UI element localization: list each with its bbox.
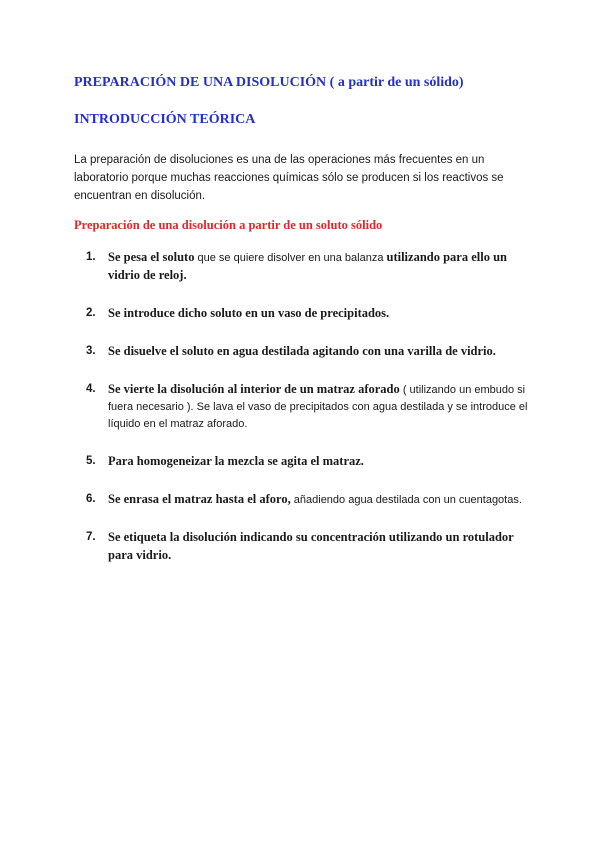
list-item <box>86 343 536 361</box>
step-text <box>108 343 536 361</box>
list-item <box>86 529 536 565</box>
document-title: PREPARACIÓN DE UNA DISOLUCIÓN ( a partir de un sólido) <box>74 75 464 90</box>
step-text-regular: ( utilizando un embudo si fuera necesario ). Se lava el vaso de precipitados con agua destilada y se introduce el líquido en el matraz aforado. <box>108 384 528 430</box>
list-item <box>86 249 536 285</box>
step-text <box>108 249 536 285</box>
step-text-bold: Se etiqueta la disolución indicando su concentración utilizando un rotulador para vidrio. <box>108 530 514 562</box>
step-text-bold: Se enrasa el matraz hasta el aforo, <box>108 492 291 506</box>
step-text-bold: utilizando para ello un vidrio de reloj. <box>108 250 508 282</box>
step-text <box>108 491 536 509</box>
step-text-bold: Se disuelve el soluto en agua destilada agitando con una varilla de vidrio. <box>108 344 496 358</box>
step-number: 2. <box>86 307 96 319</box>
procedure-subheading: Preparación de una disolución a partir de un soluto sólido <box>74 218 383 232</box>
step-text-bold: Se vierte la disolución al interior de un matraz aforado <box>108 382 400 396</box>
step-number: 4. <box>86 383 96 395</box>
step-number: 1. <box>86 251 96 263</box>
step-text-bold: Se introduce dicho soluto en un vaso de precipitados. <box>108 306 390 320</box>
intro-paragraph: La preparación de disoluciones es una de las operaciones más frecuentes en un laboratorio porque muchas reacciones químicas sólo se producen si los reactivos se encuentran en disolución. <box>74 154 504 202</box>
step-number: 7. <box>86 531 96 543</box>
step-text-regular: añadiendo agua destilada con un cuentagotas. <box>290 494 522 506</box>
procedure-steps-list <box>86 249 536 585</box>
step-text-bold: Se pesa el soluto <box>108 250 195 264</box>
step-number: 5. <box>86 455 96 467</box>
step-text <box>108 453 536 471</box>
step-text-bold: Para homogeneizar la mezcla se agita el matraz. <box>108 454 364 468</box>
step-number: 6. <box>86 493 96 505</box>
step-text <box>108 529 536 565</box>
list-item <box>86 305 536 323</box>
list-item <box>86 381 536 433</box>
step-text <box>108 305 536 323</box>
section-title: INTRODUCCIÓN TEÓRICA <box>74 112 256 127</box>
list-item <box>86 491 536 509</box>
step-text <box>108 381 536 433</box>
step-text-regular: que se quiere disolver en una balanza <box>194 252 387 264</box>
list-item <box>86 453 536 471</box>
step-number: 3. <box>86 345 96 357</box>
